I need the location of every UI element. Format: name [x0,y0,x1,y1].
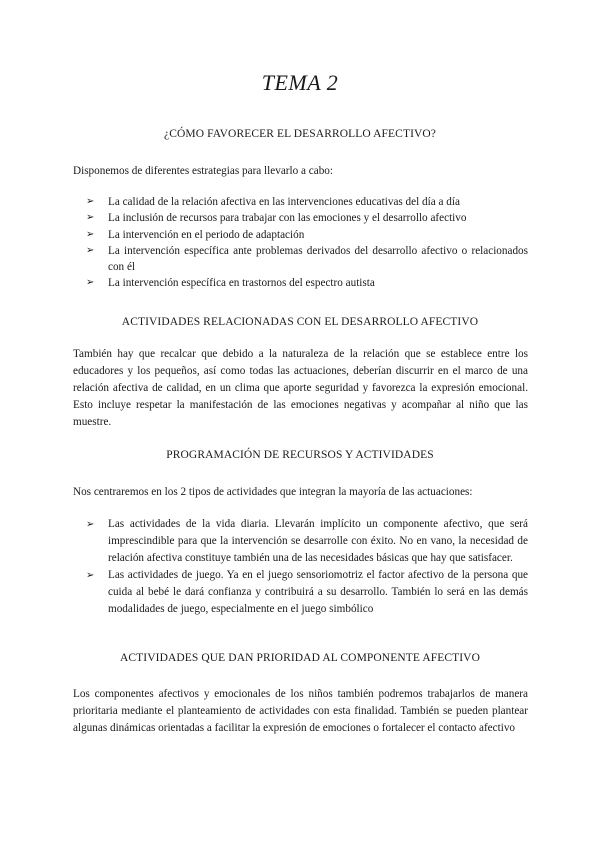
list-item-text: La intervención específica ante problemas derivados del desarrollo afectivo o relacionados con él [108,244,528,274]
arrow-bullet-icon: ➢ [86,244,95,256]
section-heading-como-favorecer: ¿CÓMO FAVORECER EL DESARROLLO AFECTIVO? [163,128,437,140]
arrow-bullet-icon: ➢ [86,228,95,240]
section-heading-prioridad-afectivo: ACTIVIDADES QUE DAN PRIORIDAD AL COMPONENTE AFECTIVO [120,652,480,664]
list-item [86,227,528,243]
section-heading-programacion: PROGRAMACIÓN DE RECURSOS Y ACTIVIDADES [166,449,434,461]
list-item [86,567,528,618]
arrow-bullet-icon: ➢ [86,277,95,289]
section1-intro: Disponemos de diferentes estrategias para llevarlo a cabo: [73,165,334,177]
list-item-text: La intervención en el periodo de adaptación [108,228,305,241]
arrow-bullet-icon: ➢ [86,196,95,207]
list-item [86,210,528,226]
activities-list [86,516,528,618]
list-item [86,275,528,291]
page-title: TEMA 2 [261,70,339,95]
list-item-text: La intervención específica en trastornos del espectro autista [108,277,375,290]
list-item [86,516,528,567]
list-item-text: La inclusión de recursos para trabajar con las emociones y el desarrollo afectivo [108,212,467,225]
list-item-text: La calidad de la relación afectiva en las intervenciones educativas del día a día [108,196,460,208]
section2-paragraph: También hay que recalcar que debido a la naturaleza de la relación que se establece entre los educadores y los pequeños, así como todas las actuaciones, deberían discurrir en el marco de una relación afectiva de calidad, en un clima que aporte seguridad y favorezca la expresión emocional. Esto incluye respetar la manifestación de las emociones negativas y acompañar al niño que las muestre. [73,348,528,428]
arrow-bullet-icon: ➢ [86,519,95,530]
strategies-list [86,194,528,292]
list-item [86,243,528,276]
arrow-bullet-icon: ➢ [86,212,95,224]
section4-paragraph: Los componentes afectivos y emocionales de los niños también podremos trabajarlos de manera prioritaria mediante el planteamiento de actividades con esta finalidad. También se pueden plantear algunas dinámicas orientadas a facilitar la expresión de emociones o fortalecer el contacto afectivo [73,688,528,734]
section-heading-actividades-relacionadas: ACTIVIDADES RELACIONADAS CON EL DESARROLLO AFECTIVO [121,316,479,328]
section3-intro: Nos centraremos en los 2 tipos de actividades que integran la mayoría de las actuaciones: [73,486,473,498]
arrow-bullet-icon: ➢ [86,570,95,581]
list-item-text: Las actividades de juego. Ya en el juego sensoriomotriz el factor afectivo de la persona que cuida al bebé le dará confianza y contribuirá a su desarrollo. También lo será en las demás modalidades de juego, especialmente en el juego simbólico [108,569,528,615]
list-item [86,194,528,210]
list-item-text: Las actividades de la vida diaria. Llevarán implícito un componente afectivo, que será imprescindible para que la intervención se desarrolle con éxito. No en vano, la necesidad de relación afectiva constituye también una de las necesidades básicas que hay que satisfacer. [108,518,528,564]
